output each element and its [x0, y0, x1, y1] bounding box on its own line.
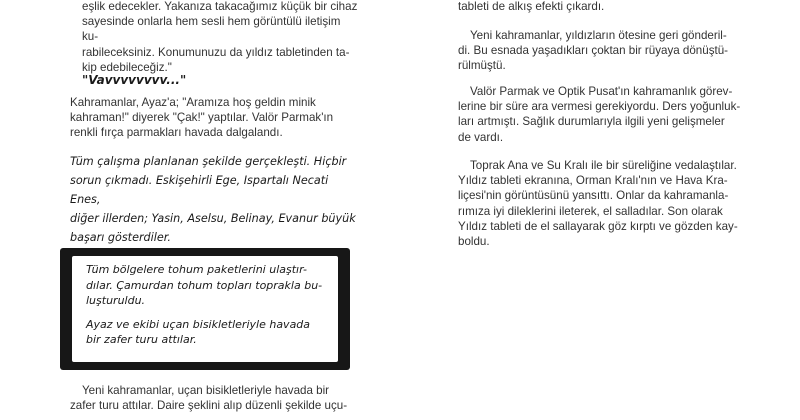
text-line: eşlik edecekler. Yakanıza takacağımız küçük bir cihaz [82, 0, 358, 13]
left-paragraph-2 [70, 95, 360, 141]
text-line: tableti de alkış efekti çıkardı. [458, 0, 605, 13]
text-line: kahraman!" diyerek "Çak!" yaptılar. Valör Parmak'ın [70, 111, 334, 125]
text-line: sayesinde onlarla hem sesli hem görüntülü iletişim ku- [82, 15, 341, 44]
text-line: ları artmıştı. Sağlık durumlarıyla ilgili yeni gelişmeler [458, 115, 725, 129]
text-line: zafer turu attılar. Daire şeklini alıp düzenli şekilde uçu- [70, 399, 348, 413]
callout-paragraph-2: Ayaz ve ekibi uçan bisikletleriyle havada bir zafer turu attılar. [86, 317, 311, 346]
text-line: Yıldız tableti ekranına, Orman Kralı'nın ve Hava Kra- [458, 174, 728, 188]
text-line: rülmüştü. [458, 59, 506, 73]
text-line: Yıldız tableti de el sallayarak göz kırptı ve gözden kay- [458, 219, 738, 233]
text-line: diğer illerden; Yasin, Aselsu, Belinay, Evanur büyük [70, 212, 356, 225]
text-line: Toprak Ana ve Su Kralı ile bir süreliğine vedalaştılar. [470, 159, 737, 172]
text-line: de vardı. [458, 130, 504, 144]
text-line: lerine bir süre ara vermesi gerekiyordu. Ders yoğunluk- [458, 100, 741, 114]
text-line: Yeni kahramanlar, yıldızların ötesine geri gönderil- [470, 29, 727, 42]
left-paragraph-1 [82, 0, 358, 75]
callout-box [60, 248, 350, 370]
text-line: boldu. [458, 235, 490, 249]
text-line: rımıza iyi dileklerini ileterek, el salladılar. Son olarak [458, 204, 723, 218]
exclamation-text: "Vavvvvvvvv..." [82, 73, 187, 87]
text-line: kip edebileceğiz." [82, 60, 172, 74]
text-line: başarı gösterdiler. [70, 231, 171, 244]
right-paragraph-3 [458, 158, 768, 249]
callout-content [72, 256, 338, 362]
text-line: liçesi'nin görüntüsünü yansıttı. Onlar da kahramanla- [458, 189, 729, 203]
text-line: di. Bu esnada yaşadıkları çoktan bir rüyaya dönüştü- [458, 44, 729, 58]
right-paragraph-0 [458, 0, 768, 14]
callout-paragraph-1: Tüm bölgelere tohum paketlerini ulaştır- dılar. Çamurdan tohum topları toprakla bu- luşturuldu. [86, 263, 323, 307]
text-line: Tüm çalışma planlanan şekilde gerçekleşti. Hiçbir [70, 155, 347, 168]
right-paragraph-2 [458, 84, 768, 145]
left-paragraph-3 [70, 383, 360, 413]
text-line: Valör Parmak ve Optik Pusat'ın kahramanlık görev- [470, 85, 733, 98]
text-line: rabileceksiniz. Konumunuzu da yıldız tabletinden ta- [82, 45, 350, 59]
right-paragraph-1 [458, 28, 768, 74]
text-line: Yeni kahramanlar, uçan bisikletleriyle havada bir [82, 384, 330, 397]
handwritten-paragraph [70, 152, 360, 247]
text-line: Kahramanlar, Ayaz'a; "Aramıza hoş geldin minik [70, 96, 316, 109]
text-line: sorun çıkmadı. Eskişehirli Ege, Ispartalı Necati Enes, [70, 174, 329, 206]
text-line: renkli fırça parmakları havada dalgalandı. [70, 126, 283, 140]
